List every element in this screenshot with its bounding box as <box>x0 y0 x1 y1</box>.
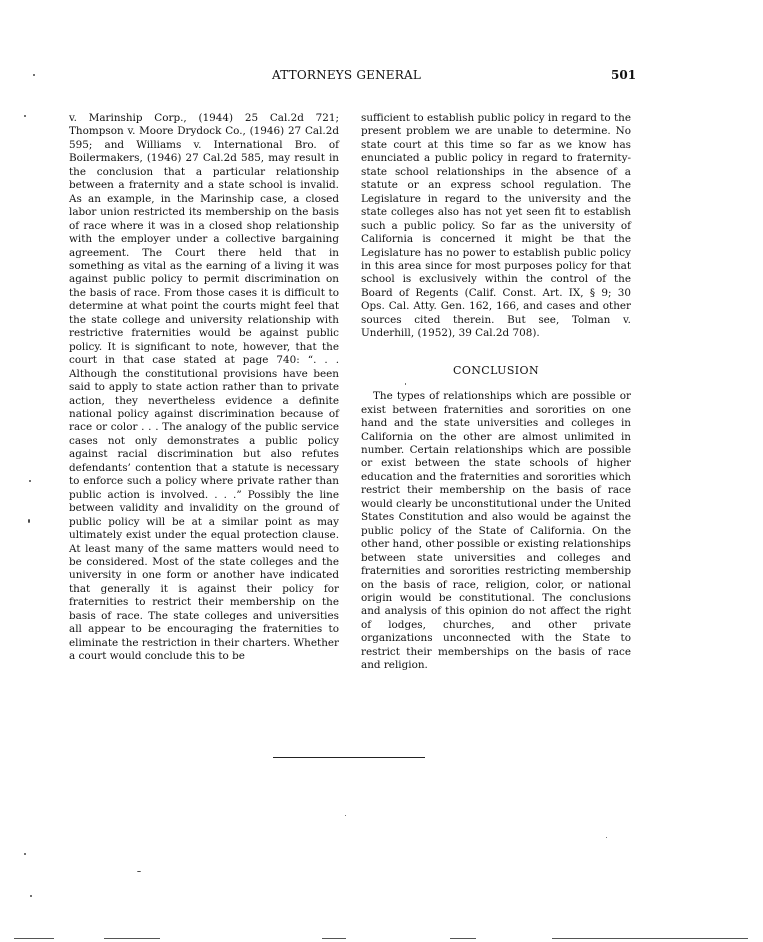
section-heading-conclusion: CONCLUSION <box>453 363 539 377</box>
scan-speck <box>33 74 35 76</box>
scan-speck <box>24 853 26 855</box>
scan-speck <box>30 895 32 897</box>
page-number: 501 <box>611 68 637 82</box>
bottom-edge-line <box>104 938 160 939</box>
bottom-edge-line <box>322 938 346 939</box>
left-column-paragraph: v. Marinship Corp., (1944) 25 Cal.2d 721; Thompson v. Moore Drydock Co., (1946) 27 Cal.2d 595; and Williams v. International Bro. of Boilermakers, (1946) 27 Cal.2d 585, may result in the conclusion that a particular relationship between a fraternity and a state school is invalid. As an example, in the Marinship case, a closed labor union restricted its membership on the basis of race where it was in a closed shop relationship with the employer under a collective bargaining agreement. The Court there held that in something as vital as the earning of a living it was against public policy to permit discrimination on the basis of race. From those cases it is difficult to determine at what point the courts might feel that the state college and university relationship with restrictive fraternities would be against public policy. It is significant to note, however, that the court in that case stated at page 740: “. . . Although the constitutional provisions have been said to apply to state action rather than to private action, they nevertheless evidence a definite national policy against discrimination because of race or color . . . The analogy of the public service cases not only demonstrates a public policy against racial discrimination but also refutes defendants’ contention that a statute is necessary to enforce such a policy where private rather than public action is involved. . . .” Possibly the line between validity and invalidity on the ground of public policy will be at a similar point as may ultimately exist under the equal protection clause. At least many of the same matters would need to be considered. Most of the state colleges and the university in one form or another have indicated that generally it is against their policy for fraternities to restrict their membership on the basis of race. The state colleges and universities all appear to be encouraging the fraternities to eliminate the restriction in their charters. Whether a court would conclude this to be <box>69 112 339 663</box>
scan-speck <box>29 480 31 482</box>
bottom-edge-line <box>450 938 476 939</box>
end-rule <box>273 757 425 758</box>
bottom-edge-line <box>552 938 748 939</box>
scan-speck <box>137 871 141 872</box>
scan-speck <box>345 815 346 816</box>
scan-speck <box>405 383 406 385</box>
scan-speck <box>28 519 30 523</box>
running-head: ATTORNEYS GENERAL <box>272 68 422 82</box>
scan-speck <box>606 837 607 838</box>
bottom-edge-line <box>14 938 54 939</box>
conclusion-paragraph: The types of relationships which are possible or exist between fraternities and sororities on one hand and the state universities and colleges in California on the other are almost unlimited in number. Certain relationships which are possible or exist between the state schools of higher education and the fraternities and sororities which restrict their membership on the basis of race would clearly be unconstitutional under the United States Constitution and also would be against the public policy of the State of California. On the other hand, other possible or existing relationships between state universities and colleges and fraternities and sororities restricting membership on the basis of race, religion, color, or national origin would be constitutional. The conclusions and analysis of this opinion do not affect the right of lodges, churches, and other private organizations unconnected with the State to restrict their memberships on the basis of race and religion. <box>361 390 631 672</box>
left-column <box>69 112 339 664</box>
scan-speck <box>24 115 26 117</box>
right-column-continuation: sufficient to establish public policy in regard to the present problem we are unable to determine. No state court at this time so far as we know has enunciated a public policy in regard to fraternity-state school relationships in the absence of a statute or an express school regulation. The Legislature in regard to the university and the state colleges also has not yet seen fit to establish such a public policy. So far as the university of California is concerned it might be that the Legislature has no power to establish public policy in this area since for most purposes policy for that school is exclusively within the control of the Board of Regents (Calif. Const. Art. IX, § 9; 30 Ops. Cal. Atty. Gen. 162, 166, and cases and other sources cited therein. But see, Tolman v. Underhill, (1952), 39 Cal.2d 708). <box>361 112 631 340</box>
right-column <box>361 112 631 673</box>
